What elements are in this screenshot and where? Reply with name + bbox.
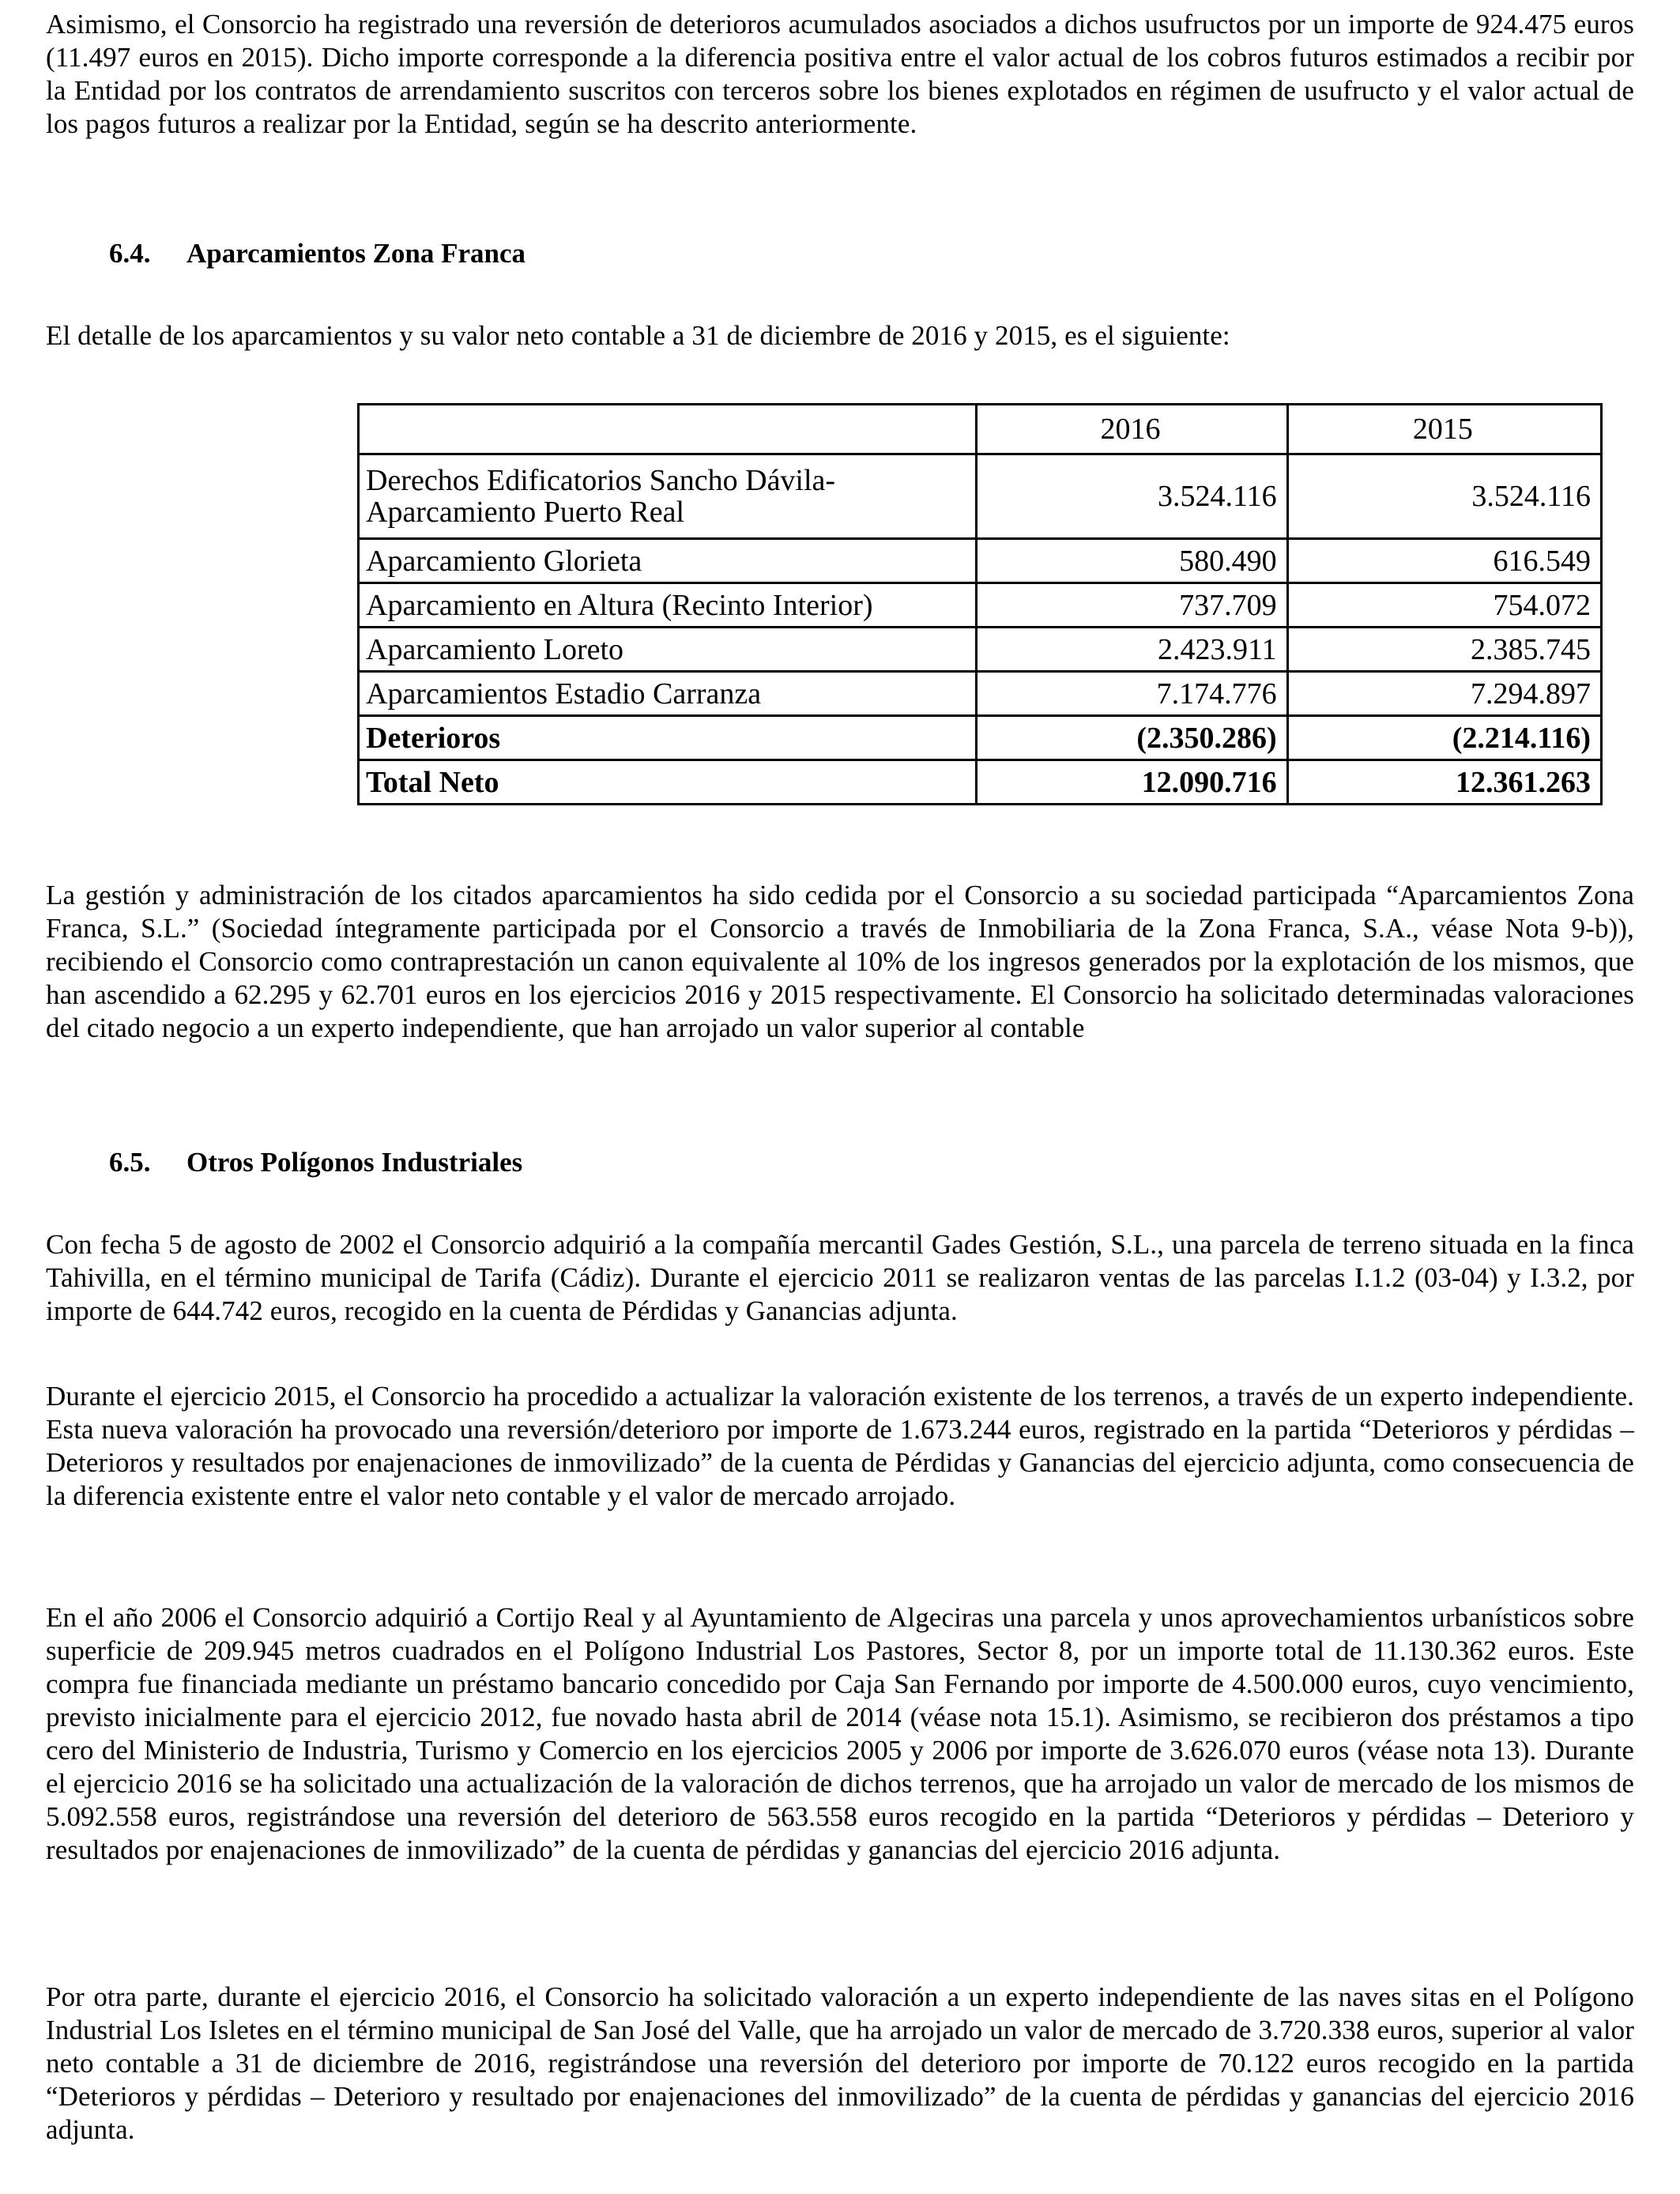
value-2015: 7.294.897 [1287, 672, 1601, 716]
section-number: 6.5. [109, 1147, 151, 1178]
row-label: Aparcamientos Estadio Carranza [359, 672, 977, 716]
paragraph-los-isletes: Por otra parte, durante el ejercicio 2016, el Consorcio ha solicitado valoración a un experto independiente de las naves sitas en el Polígono Industrial Los Isletes en el término municipal de San José del Valle, que ha arrojado un valor de mercado de 3.720.338 euros, superior al valor neto contable a 31 de diciembre de 2016, registrándose una reversión del deterioro por importe de 70.122 euros recogido en la partida “Deterioros y pérdidas – Deterioro y resultado por enajenaciones del inmovilizado” de la cuenta de pérdidas y ganancias del ejercicio 2016 adjunta. [46, 1981, 1634, 2145]
table-header-2016: 2016 [977, 405, 1287, 454]
value-2016: 7.174.776 [977, 672, 1287, 716]
section-heading-6-5 [109, 1146, 522, 1179]
paragraph-gestion-aparcamientos: La gestión y administración de los citados aparcamientos ha sido cedida por el Consorcio a su sociedad participada “Aparcamientos Zona Franca, S.L.” (Sociedad íntegramente participada por el Consorcio a través de Inmobiliaria de la Zona Franca, S.A., véase Nota 9-b)), recibiendo el Consorcio como contraprestación un canon equivalente al 10% de los ingresos generados por la explotación de los mismos, que han ascendido a 62.295 y 62.701 euros en los ejercicios 2016 y 2015 respectivamente. El Consorcio ha solicitado determinadas valoraciones del citado negocio a un experto independiente, que han arrojado un valor superior al contable [46, 880, 1634, 1043]
paragraph-los-pastores: En el año 2006 el Consorcio adquirió a Cortijo Real y al Ayuntamiento de Algeciras una parcela y unos aprovechamientos urbanísticos sobre superficie de 209.945 metros cuadrados en el Polígono Industrial Los Pastores, Sector 8, por un importe total de 11.130.362 euros. Este compra fue financiada mediante un préstamo bancario concedido por Caja San Fernando por importe de 4.500.000 euros, cuyo vencimiento, previsto inicialmente para el ejercicio 2012, fue novado hasta abril de 2014 (véase nota 15.1). Asimismo, se recibieron dos préstamos a tipo cero del Ministerio de Industria, Turismo y Comercio en los ejercicios 2005 y 2006 por importe de 3.626.070 euros (véase nota 13). Durante el ejercicio 2016 se ha solicitado una actualización de la valoración de dichos terrenos, que ha arrojado un valor de mercado de los mismos de 5.092.558 euros, registrándose una reversión del deterioro de 563.558 euros recogido en la partida “Deterioros y pérdidas – Deterioro y resultados por enajenaciones de inmovilizado” de la cuenta de pérdidas y ganancias del ejercicio 2016 adjunta. [46, 1602, 1634, 1865]
paragraph-detalle-aparcamientos: El detalle de los aparcamientos y su valor neto contable a 31 de diciembre de 2016 y 2015, es el siguiente: [46, 320, 1230, 351]
paragraph-tahivilla: Con fecha 5 de agosto de 2002 el Consorcio adquirió a la compañía mercantil Gades Gestión, S.L., una parcela de terreno situada en la finca Tahivilla, en el término municipal de Tarifa (Cádiz). Durante el ejercicio 2011 se realizaron ventas de las parcelas I.1.2 (03-04) y I.3.2, por importe de 644.742 euros, recogido en la cuenta de Pérdidas y Ganancias adjunta. [46, 1229, 1634, 1326]
value-2016: 3.524.116 [977, 454, 1287, 539]
value-2016: 737.709 [977, 583, 1287, 628]
value-2016: 2.423.911 [977, 628, 1287, 672]
row-label: Aparcamiento Glorieta [359, 539, 977, 583]
table-header-2015: 2015 [1287, 405, 1601, 454]
table-row [359, 628, 1602, 672]
aparcamientos-table [357, 403, 1603, 805]
paragraph-usufructos-reversion: Asimismo, el Consorcio ha registrado una reversión de deterioros acumulados asociados a dichos usufructos por un importe de 924.475 euros (11.497 euros en 2015). Dicho importe corresponde a la diferencia positiva entre el valor actual de los cobros futuros estimados a recibir por la Entidad por los contratos de arrendamiento suscritos con terceros sobre los bienes explotados en régimen de usufructo y el valor actual de los pagos futuros a realizar por la Entidad, según se ha descrito anteriormente. [46, 9, 1634, 139]
table-header-row [359, 405, 1602, 454]
row-label: Deterioros [359, 716, 977, 760]
value-2016: 12.090.716 [977, 760, 1287, 805]
value-2015: (2.214.116) [1287, 716, 1601, 760]
paragraph-valoracion-2015: Durante el ejercicio 2015, el Consorcio ha procedido a actualizar la valoración existente de los terrenos, a través de un experto independiente. Esta nueva valoración ha provocado una reversión/deterioro por importe de 1.673.244 euros, registrado en la partida “Deterioros y pérdidas – Deterioros y resultados por enajenaciones de inmovilizado” de la cuenta de Pérdidas y Ganancias del ejercicio adjunta, como consecuencia de la diferencia existente entre el valor neto contable y el valor de mercado arrojado. [46, 1381, 1634, 1511]
section-title: Aparcamientos Zona Franca [186, 238, 526, 269]
value-2015: 3.524.116 [1287, 454, 1601, 539]
value-2016: 580.490 [977, 539, 1287, 583]
table-row [359, 454, 1602, 539]
value-2015: 12.361.263 [1287, 760, 1601, 805]
section-number: 6.4. [109, 238, 151, 269]
row-label-line1: Derechos Edificatorios Sancho Dávila- [366, 464, 836, 497]
table-header-empty [359, 405, 977, 454]
value-2016: (2.350.286) [977, 716, 1287, 760]
table-row-deterioros [359, 716, 1602, 760]
table-row [359, 672, 1602, 716]
table-row [359, 539, 1602, 583]
value-2015: 616.549 [1287, 539, 1601, 583]
section-heading-6-4 [109, 237, 525, 270]
row-label: Aparcamiento en Altura (Recinto Interior) [359, 583, 977, 628]
value-2015: 754.072 [1287, 583, 1601, 628]
section-title: Otros Polígonos Industriales [186, 1147, 523, 1178]
table-row [359, 583, 1602, 628]
table-row-total-neto [359, 760, 1602, 805]
row-label [359, 454, 977, 539]
row-label: Total Neto [359, 760, 977, 805]
value-2015: 2.385.745 [1287, 628, 1601, 672]
row-label: Aparcamiento Loreto [359, 628, 977, 672]
row-label-line2: Aparcamiento Puerto Real [366, 496, 685, 529]
